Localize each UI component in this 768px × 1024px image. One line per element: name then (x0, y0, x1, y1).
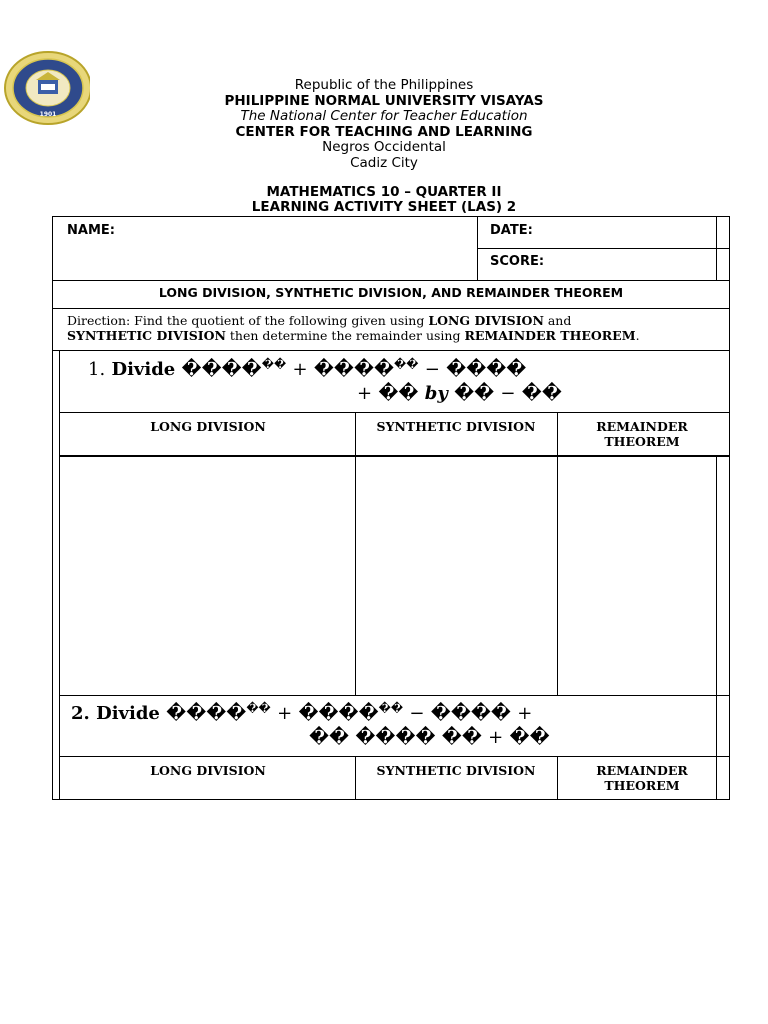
math-operator: + (357, 383, 373, 404)
sheet-title (0, 185, 768, 215)
title-line-1: MATHEMATICS 10 – QUARTER II (266, 184, 502, 200)
math-term: ���� (355, 727, 436, 748)
col-remainder-line: REMAINDER (596, 763, 688, 778)
math-term: �� (441, 727, 482, 748)
math-operator: + (517, 703, 533, 724)
math-operator: − (424, 359, 440, 380)
divide-word: Divide (96, 703, 160, 724)
math-operator: + (488, 727, 504, 748)
col-remainder-theorem-1 (558, 419, 726, 449)
by-word: by (424, 383, 448, 404)
math-exponent: �� (394, 358, 419, 371)
problem-2 (71, 702, 532, 724)
col-theorem-line: THEOREM (604, 778, 680, 793)
problem-number: 1. (88, 359, 106, 380)
math-term: �� (309, 727, 350, 748)
direction-part: Direction: Find the quotient of the following given using (67, 313, 429, 328)
republic-line: Republic of the Philippines (294, 77, 474, 93)
math-term: �� (521, 383, 562, 404)
math-exponent: �� (246, 702, 271, 715)
problem-2-line-2 (309, 727, 550, 748)
direction-part: and (543, 313, 572, 328)
city: Cadiz City (350, 154, 418, 171)
problem-1 (88, 358, 526, 380)
col-long-division-1: LONG DIVISION (150, 419, 266, 434)
problem-number: 2. (71, 703, 90, 724)
math-term: ���� (430, 703, 511, 724)
divide-word: Divide (111, 359, 176, 380)
col-synthetic-division-1: SYNTHETIC DIVISION (376, 419, 536, 434)
university-name: PHILIPPINE NORMAL UNIVERSITY VISAYAS (224, 92, 544, 109)
direction-text (67, 313, 707, 343)
math-term: �� (454, 383, 495, 404)
score-label: SCORE: (490, 254, 545, 269)
problem-1-line-2 (357, 383, 562, 404)
col-theorem-line: THEOREM (604, 434, 680, 449)
math-term: ���� (181, 359, 262, 380)
document-header (0, 78, 768, 171)
math-operator: + (292, 359, 308, 380)
tagline: The National Center for Teacher Education (240, 108, 528, 124)
math-term: �� (509, 727, 550, 748)
name-label: NAME: (67, 223, 115, 238)
center-name: CENTER FOR TEACHING AND LEARNING (235, 123, 533, 140)
direction-bold: LONG DIVISION (428, 313, 544, 328)
date-label: DATE: (490, 223, 533, 238)
math-term: ���� (446, 359, 527, 380)
math-exponent: �� (261, 358, 287, 371)
col-remainder-line: REMAINDER (596, 419, 688, 434)
direction-bold: SYNTHETIC DIVISION (67, 328, 226, 343)
province: Negros Occidental (322, 139, 446, 155)
math-exponent: �� (378, 702, 404, 715)
svg-text:1901: 1901 (39, 111, 57, 118)
title-line-2: LEARNING ACTIVITY SHEET (LAS) 2 (251, 199, 517, 215)
section-title: LONG DIVISION, SYNTHETIC DIVISION, AND REMAINDER THEOREM (158, 285, 624, 300)
activity-table (52, 216, 730, 800)
math-term: �� (378, 383, 419, 404)
direction-bold: REMAINDER THEOREM (464, 328, 636, 343)
math-operator: − (409, 703, 425, 724)
math-term: ���� (166, 703, 247, 724)
direction-part: then determine the remainder using (225, 328, 465, 343)
math-term: ���� (313, 359, 395, 380)
math-operator: + (277, 703, 293, 724)
col-synthetic-division-2: SYNTHETIC DIVISION (376, 763, 536, 778)
math-term: ���� (298, 703, 379, 724)
col-long-division-2: LONG DIVISION (150, 763, 266, 778)
math-operator: − (500, 383, 516, 404)
col-remainder-theorem-2 (558, 763, 726, 793)
direction-part: . (635, 328, 640, 343)
